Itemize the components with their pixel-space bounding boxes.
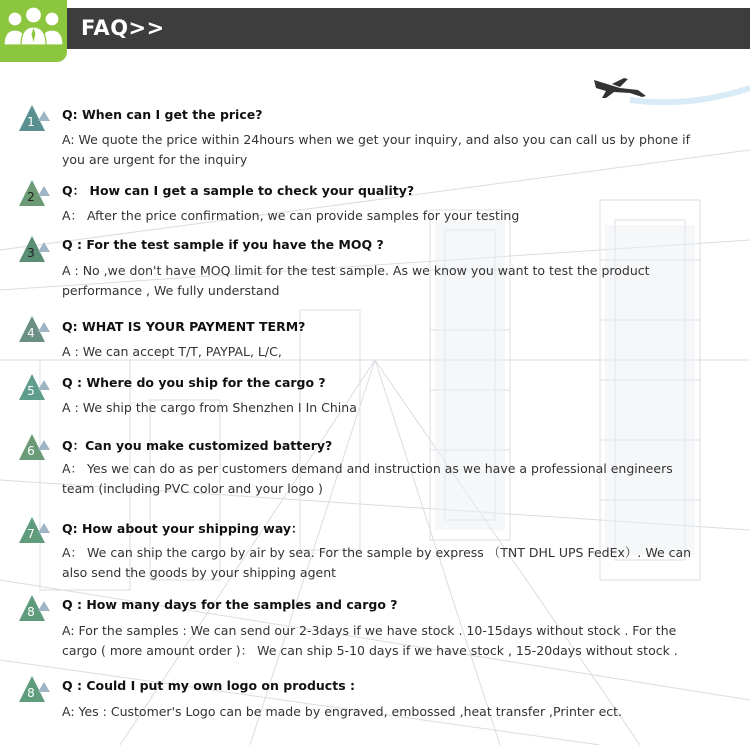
- faq-number: 3: [27, 246, 35, 260]
- faq-number: 1: [27, 115, 35, 129]
- faq-answer: A : We ship the cargo from Shenzhen I In China: [62, 400, 357, 415]
- triangle-number-icon: [18, 180, 64, 206]
- faq-question: Q : For the test sample if you have the MOQ ?: [62, 237, 384, 252]
- triangle-number-icon: [18, 236, 64, 262]
- triangle-number-icon: [18, 517, 64, 543]
- triangle-number-icon: [18, 434, 64, 460]
- page-title: FAQ>>: [81, 16, 165, 40]
- faq-answer: A: We quote the price within 24hours when we get your inquiry, and also you can call us by phone if you are urgent for the inquiry: [62, 132, 691, 167]
- faq-number: 2: [27, 190, 35, 204]
- faq-answer: A： After the price confirmation, we can provide samples for your testing: [62, 208, 520, 223]
- faq-answer: A: For the samples : We can send our 2-3days if we have stock . 10-15days without stock . For the cargo ( more amount order )： We can ship 5-10 days if we have stock , 15-20days without stock .: [62, 623, 678, 658]
- faq-number: 5: [27, 384, 35, 398]
- airplane-icon: [590, 70, 750, 110]
- triangle-number-icon: [18, 105, 64, 131]
- faq-question: Q : How many days for the samples and cargo ?: [62, 597, 398, 612]
- faq-number: 7: [27, 527, 35, 541]
- faq-number: 6: [27, 444, 35, 458]
- people-group-icon: [0, 0, 67, 56]
- faq-number: 8: [27, 605, 35, 619]
- faq-question: Q：Can you make customized battery?: [62, 438, 333, 453]
- faq-answer: A: Yes : Customer's Logo can be made by engraved, embossed ,heat transfer ,Printer ect.: [62, 704, 623, 719]
- faq-number: 4: [27, 326, 35, 340]
- triangle-number-icon: [18, 595, 64, 621]
- logo-box: [0, 0, 67, 62]
- faq-answer: A : No ,we don't have MOQ limit for the test sample. As we know you want to test the product performance , We fully understand: [62, 263, 650, 298]
- faq-header: [0, 0, 750, 62]
- faq-question: Q: WHAT IS YOUR PAYMENT TERM?: [62, 319, 306, 334]
- faq-question: Q: How about your shipping way：: [62, 521, 304, 536]
- triangle-number-icon: [18, 676, 64, 702]
- faq-question: Q : Could I put my own logo on products :: [62, 678, 355, 693]
- triangle-number-icon: [18, 316, 64, 342]
- faq-answer: A： We can ship the cargo by air by sea. For the sample by express （TNT DHL UPS FedEx）. We can also send the goods by your shipping agent: [62, 545, 692, 580]
- faq-answer: A： Yes we can do as per customers demand and instruction as we have a professional engineers team (including PVC color and your logo ): [62, 461, 673, 496]
- faq-question: Q： How can I get a sample to check your quality?: [62, 183, 415, 198]
- faq-answer: A : We can accept T/T, PAYPAL, L/C,: [62, 344, 282, 359]
- faq-question: Q : Where do you ship for the cargo ?: [62, 375, 326, 390]
- faq-number: 8: [27, 686, 35, 700]
- triangle-number-icon: [18, 374, 64, 400]
- faq-question: Q: When can I get the price?: [62, 107, 263, 122]
